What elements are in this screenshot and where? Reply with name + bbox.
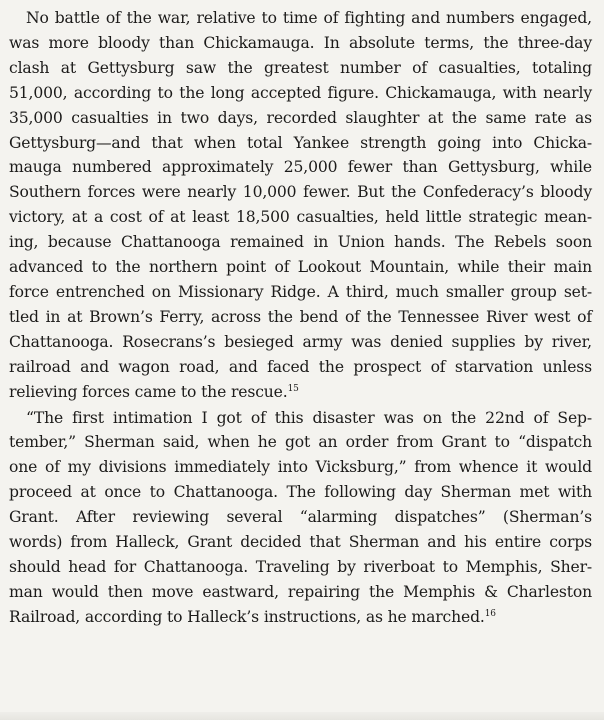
text-line: force entrenched on Missionary Ridge. A third, much smaller group set- [9, 282, 592, 301]
footnote-marker: 16 [484, 608, 496, 619]
text-line: tember,” Sherman said, when he got an order from Grant to “dispatch [9, 433, 592, 452]
paragraph-sherman [9, 406, 592, 630]
text-line-content: relieving forces came to the rescue. [9, 382, 288, 401]
text-line: advanced to the northern point of Lookout Mountain, while their main [9, 258, 592, 277]
text-line: words) from Halleck, Grant decided that Sherman and his entire corps [9, 533, 592, 552]
text-line: should head for Chattanooga. Traveling by riverboat to Memphis, Sher- [9, 557, 592, 576]
text-line: Gettysburg—and that when total Yankee strength going into Chicka- [9, 133, 592, 152]
text-line: ing, because Chattanooga remained in Union hands. The Rebels soon [9, 233, 592, 252]
text-line: was more bloody than Chickamauga. In absolute terms, the three-day [9, 33, 592, 52]
text-line-last [9, 380, 592, 405]
text-line: No battle of the war, relative to time of fighting and numbers engaged, [26, 9, 592, 27]
text-line: 35,000 casualties in two days, recorded slaughter at the same rate as [9, 108, 592, 127]
text-line: man would then move eastward, repairing the Memphis & Charleston [9, 582, 592, 601]
text-line-content: Railroad, according to Halleck’s instructions, as he marched. [9, 607, 485, 626]
text-line: clash at Gettysburg saw the greatest number of casualties, totaling [9, 58, 592, 77]
text-line: “The first intimation I got of this disaster was on the 22nd of Sep- [26, 408, 592, 427]
footnote-marker: 15 [287, 383, 299, 394]
text-line: proceed at once to Chattanooga. The following day Sherman met with [9, 483, 592, 502]
text-line: 51,000, according to the long accepted figure. Chickamauga, with nearly [9, 83, 592, 102]
paragraph-chickamauga [9, 6, 592, 405]
text-line: one of my divisions immediately into Vicksburg,” from whence it would [9, 458, 592, 477]
text-line: Southern forces were nearly 10,000 fewer. But the Confederacy’s bloody [9, 183, 592, 202]
text-line: Grant. After reviewing several “alarming dispatches” (Sherman’s [9, 508, 592, 527]
text-line: Chattanooga. Rosecrans’s besieged army was denied supplies by river, [9, 332, 592, 351]
text-line: railroad and wagon road, and faced the prospect of starvation unless [9, 357, 592, 376]
text-line: mauga numbered approximately 25,000 fewer than Gettysburg, while [9, 158, 592, 177]
text-line-last [9, 605, 592, 630]
text-line: victory, at a cost of at least 18,500 casualties, held little strategic mean- [9, 208, 592, 227]
page-bottom-edge [0, 712, 604, 720]
text-line: tled in at Brown’s Ferry, across the bend of the Tennessee River west of [9, 307, 592, 326]
